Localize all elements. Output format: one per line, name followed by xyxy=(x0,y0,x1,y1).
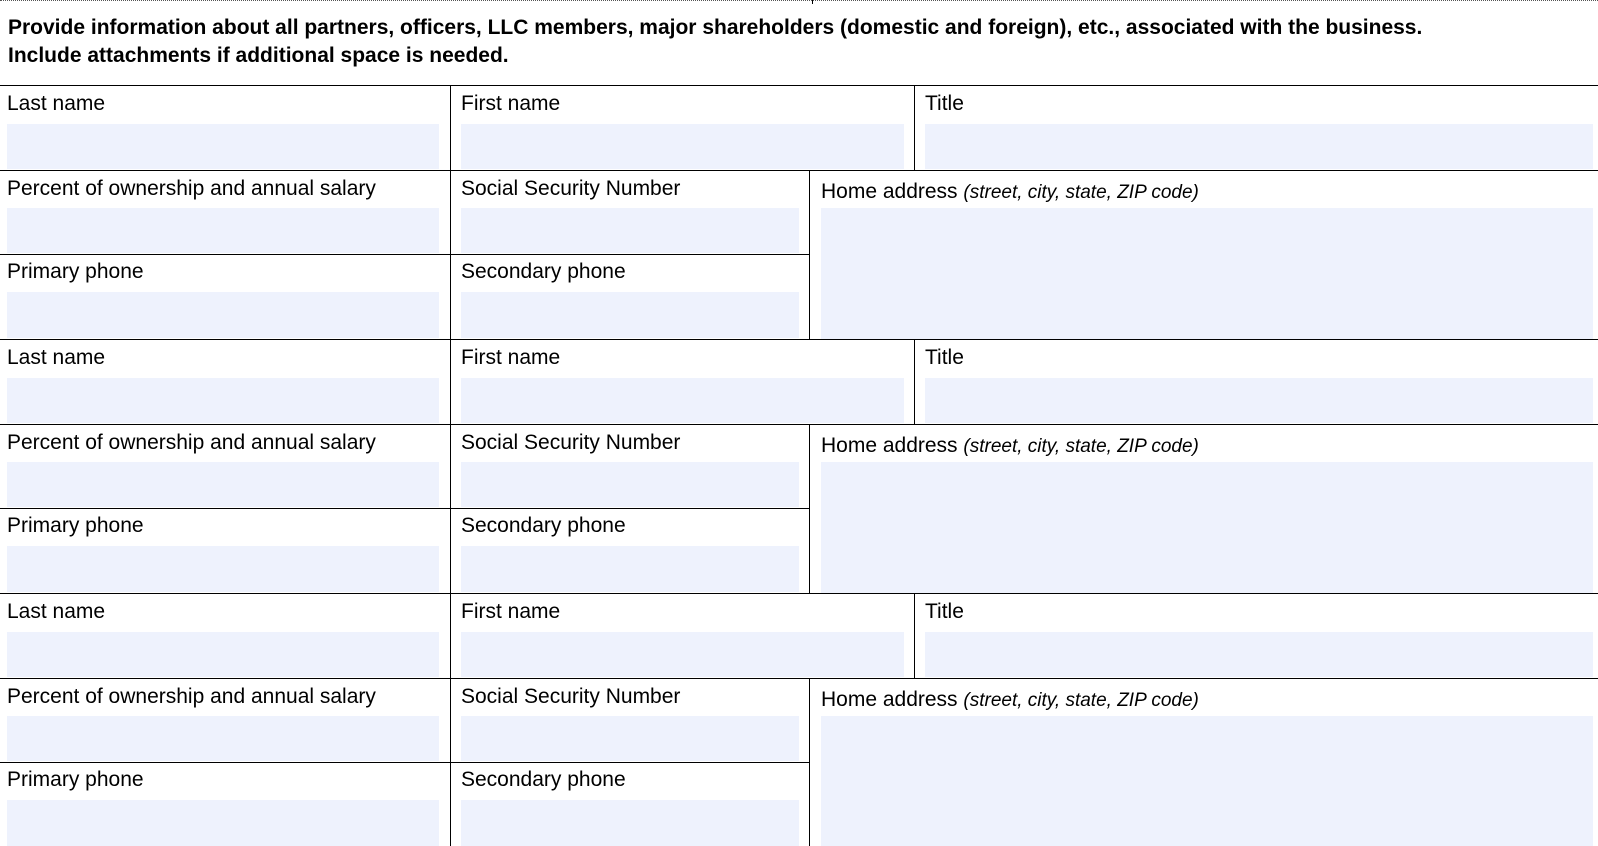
primary-phone-input[interactable] xyxy=(7,800,439,846)
title-label: Title xyxy=(925,346,964,369)
secondary-phone-label: Secondary phone xyxy=(461,260,626,283)
form-top-rule xyxy=(0,85,1598,86)
home-address-label: Home address (street, city, state, ZIP code) xyxy=(821,688,1199,711)
home-address-hint: (street, city, state, ZIP code) xyxy=(963,690,1199,711)
primary-phone-input[interactable] xyxy=(7,546,439,592)
last-name-label: Last name xyxy=(7,346,106,369)
title-input[interactable] xyxy=(925,378,1593,423)
primary-phone-label: Primary phone xyxy=(7,260,144,283)
first-name-label: First name xyxy=(461,346,561,369)
instructions-line-2: Include attachments if additional space is needed. xyxy=(8,44,509,67)
home-address-input[interactable] xyxy=(821,462,1593,593)
last-name-input[interactable] xyxy=(7,378,439,423)
last-name-label: Last name xyxy=(7,92,106,115)
primary-phone-label: Primary phone xyxy=(7,514,144,537)
secondary-phone-label: Secondary phone xyxy=(461,768,626,791)
primary-phone-label: Primary phone xyxy=(7,768,144,791)
home-address-label: Home address (street, city, state, ZIP code) xyxy=(821,180,1199,203)
secondary-phone-input[interactable] xyxy=(461,292,799,338)
ssn-label: Social Security Number xyxy=(461,431,681,454)
title-input[interactable] xyxy=(925,124,1593,169)
first-name-input[interactable] xyxy=(461,632,904,677)
ownership-label: Percent of ownership and annual salary xyxy=(7,431,376,454)
ssn-input[interactable] xyxy=(461,716,799,761)
first-name-input[interactable] xyxy=(461,124,904,169)
ownership-input[interactable] xyxy=(7,208,439,253)
title-label: Title xyxy=(925,600,964,623)
title-input[interactable] xyxy=(925,632,1593,677)
ssn-label: Social Security Number xyxy=(461,685,681,708)
last-name-input[interactable] xyxy=(7,124,439,169)
ownership-label: Percent of ownership and annual salary xyxy=(7,685,376,708)
last-name-input[interactable] xyxy=(7,632,439,677)
primary-phone-input[interactable] xyxy=(7,292,439,338)
secondary-phone-input[interactable] xyxy=(461,546,799,592)
title-label: Title xyxy=(925,92,964,115)
first-name-label: First name xyxy=(461,92,561,115)
ssn-label: Social Security Number xyxy=(461,177,681,200)
ssn-input[interactable] xyxy=(461,462,799,507)
ownership-label: Percent of ownership and annual salary xyxy=(7,177,376,200)
ssn-input[interactable] xyxy=(461,208,799,253)
first-name-label: First name xyxy=(461,600,561,623)
secondary-phone-label: Secondary phone xyxy=(461,514,626,537)
home-address-input[interactable] xyxy=(821,208,1593,339)
ownership-input[interactable] xyxy=(7,716,439,761)
secondary-phone-input[interactable] xyxy=(461,800,799,846)
ownership-input[interactable] xyxy=(7,462,439,507)
last-name-label: Last name xyxy=(7,600,106,623)
first-name-input[interactable] xyxy=(461,378,904,423)
instructions xyxy=(8,14,1593,70)
instructions-line-1: Provide information about all partners, officers, LLC members, major shareholders (domestic and foreign), etc., associated with the business. xyxy=(8,16,1423,39)
home-address-label: Home address (street, city, state, ZIP code) xyxy=(821,434,1199,457)
home-address-hint: (street, city, state, ZIP code) xyxy=(963,182,1199,203)
top-divider xyxy=(0,0,1598,3)
home-address-hint: (street, city, state, ZIP code) xyxy=(963,436,1199,457)
home-address-input[interactable] xyxy=(821,716,1593,846)
